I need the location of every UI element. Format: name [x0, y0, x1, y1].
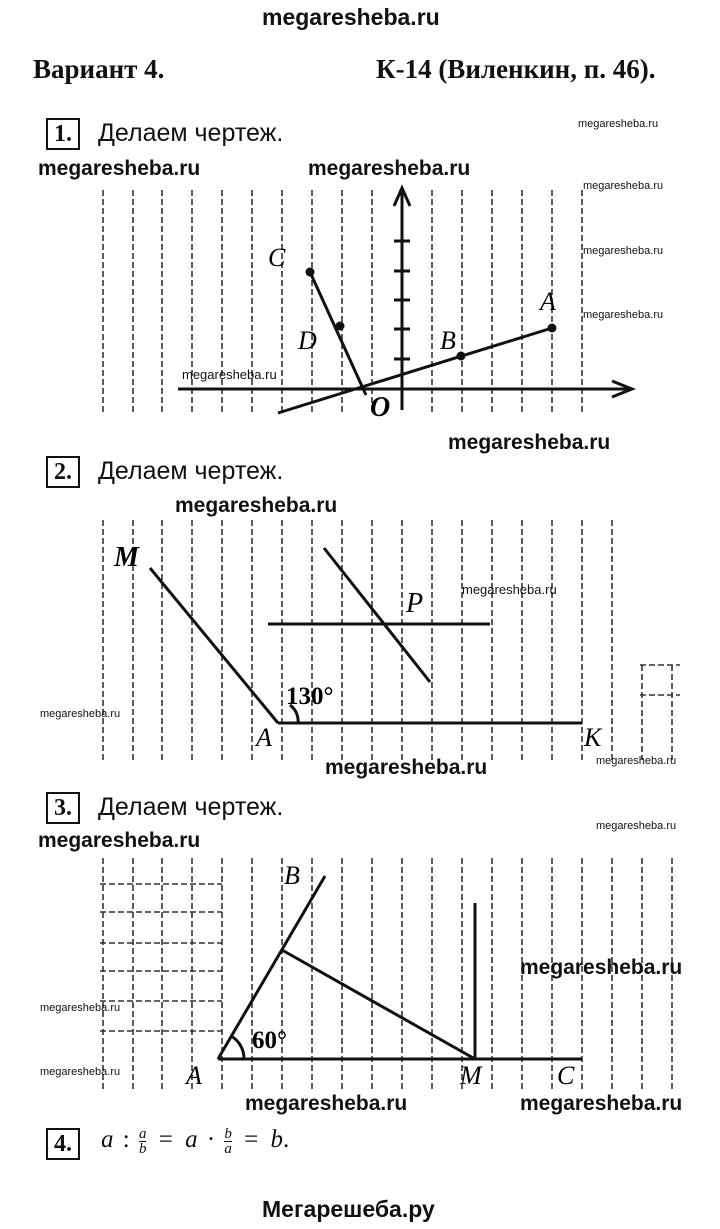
stamp-bold: megaresheba.ru — [38, 829, 201, 852]
task-text: Делаем чертеж. — [98, 119, 284, 147]
label-m: M — [460, 1061, 482, 1090]
work-title: К-14 (Виленкин, п. 46). — [376, 54, 656, 84]
task-number: 4. — [46, 1128, 80, 1160]
stamp-bold: megaresheba.ru — [308, 157, 471, 180]
stamp-plain: megaresheba.ru — [583, 309, 664, 321]
watermark-top: megaresheba.ru — [262, 4, 440, 30]
formula-4: a : $\frac{a}{b}$ = a · $\frac{b}{a}$ = b. — [101, 1125, 290, 1157]
stamp-plain: megaresheba.ru — [182, 367, 277, 382]
stamp-plain: megaresheba.ru — [583, 180, 664, 192]
stamp-bold: megaresheba.ru — [175, 494, 338, 517]
stamp-plain: megaresheba.ru — [596, 755, 677, 767]
stamp-plain: megaresheba.ru — [578, 118, 659, 130]
label-c: C — [268, 243, 286, 272]
fraction-a-over-b: $\frac{a}{b}$ — [138, 1125, 147, 1157]
stamp-bold: megaresheba.ru — [38, 157, 201, 180]
stamp-plain: megaresheba.ru — [596, 820, 677, 832]
label-a: A — [256, 723, 272, 752]
watermark-bottom: Мегарешеба.ру — [262, 1196, 435, 1222]
task-number: 1. — [46, 118, 80, 150]
stamp-plain: megaresheba.ru — [40, 1002, 121, 1014]
stamp-bold: megaresheba.ru — [325, 756, 488, 779]
label-p: P — [406, 588, 424, 619]
angle-60: 60° — [252, 1027, 287, 1054]
label-c: C — [557, 1061, 575, 1090]
stamp-bold: megaresheba.ru — [245, 1092, 408, 1115]
stamp-plain: megaresheba.ru — [583, 245, 664, 257]
stamp-plain: megaresheba.ru — [462, 582, 557, 597]
label-d: D — [298, 326, 317, 355]
fraction-b-over-a: $\frac{b}{a}$ — [224, 1125, 232, 1157]
task-4-heading — [46, 1128, 80, 1160]
task-text: Делаем чертеж. — [98, 793, 284, 821]
label-b: B — [440, 326, 456, 355]
stamp-plain: megaresheba.ru — [40, 1066, 121, 1078]
label-a: A — [186, 1061, 202, 1090]
label-k: K — [584, 723, 602, 752]
stamp-bold: megaresheba.ru — [520, 956, 683, 979]
stamp-bold: megaresheba.ru — [448, 431, 611, 454]
label-a: A — [540, 287, 556, 316]
stamp-plain: megaresheba.ru — [40, 708, 121, 720]
label-b: B — [284, 861, 300, 890]
variant-title: Вариант 4. — [33, 54, 165, 84]
label-m: M — [114, 542, 139, 573]
task-text: Делаем чертеж. — [98, 457, 284, 485]
stamp-bold: megaresheba.ru — [520, 1092, 683, 1115]
label-o: O — [370, 392, 391, 423]
angle-130: 130° — [286, 683, 334, 710]
task-number: 3. — [46, 792, 80, 824]
task-number: 2. — [46, 456, 80, 488]
